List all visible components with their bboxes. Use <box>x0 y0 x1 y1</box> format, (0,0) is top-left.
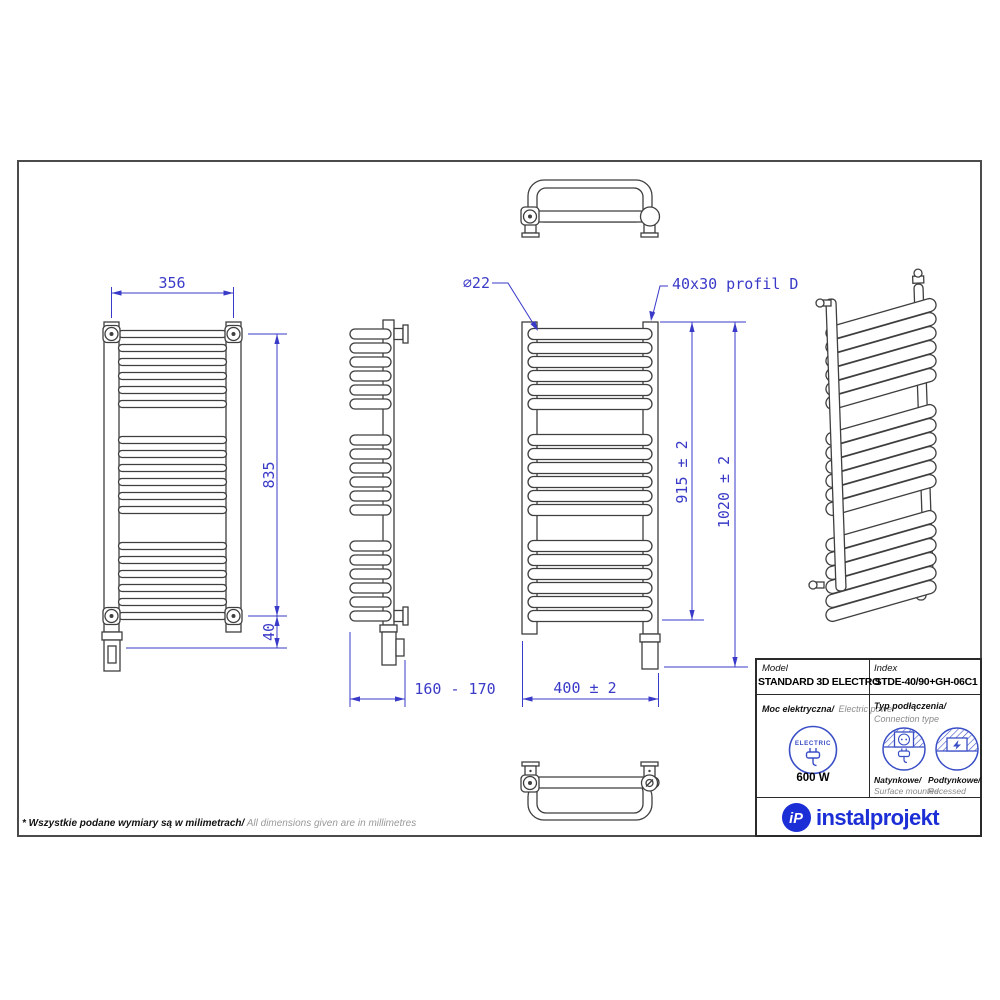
center-front-view <box>522 322 660 669</box>
note-pl: * Wszystkie podane wymiary są w milimetrach/ <box>22 818 245 829</box>
radiator-bar <box>528 555 652 566</box>
radiator-loop-side <box>350 505 391 515</box>
dim-overall-width: 400 ± 2 <box>553 679 617 697</box>
radiator-bar-front <box>119 465 227 472</box>
radiator-bar <box>528 611 652 622</box>
perspective-view <box>809 269 938 623</box>
heating-element <box>380 625 404 665</box>
heating-element <box>102 632 122 671</box>
power-value: 600 W <box>796 772 830 784</box>
radiator-bar <box>528 435 652 446</box>
side-view <box>350 320 408 665</box>
radiator-bar-front <box>119 571 227 578</box>
radiator-loop-side <box>350 329 391 339</box>
table-divider <box>757 797 980 798</box>
note-en: All dimensions given are in millimetres <box>246 818 417 829</box>
radiator-bar <box>528 491 652 502</box>
radiator-loop-side <box>350 541 391 551</box>
radiator-loop-side <box>350 343 391 353</box>
index-value: STDE-40/90+GH-06C1 <box>874 676 978 688</box>
radiator-bar <box>528 357 652 368</box>
surface-label-pl: Natynkowe/ <box>874 775 922 785</box>
radiator-bar-front <box>119 359 227 366</box>
info-table <box>755 658 982 837</box>
logo-text: instalprojekt <box>816 804 940 830</box>
recessed-icon <box>934 726 980 772</box>
radiator-bar <box>528 343 652 354</box>
radiator-bar-front <box>119 401 227 408</box>
index-label: Index <box>874 663 898 674</box>
radiator-bar <box>528 597 652 608</box>
radiator-loop-side <box>350 357 391 367</box>
radiator-bar-front <box>119 373 227 380</box>
dim-overall-height: 1020 ± 2 <box>715 455 733 529</box>
mount-bracket <box>103 326 120 343</box>
electric-icon <box>787 724 839 776</box>
wall-bracket <box>809 581 824 589</box>
radiator-bar-front <box>119 437 227 444</box>
model-value: STANDARD 3D ELECTRO <box>758 676 880 688</box>
dim-front-width: 356 <box>158 274 186 292</box>
radiator-bar <box>528 399 652 410</box>
top-view <box>521 180 660 237</box>
radiator-bar <box>528 505 652 516</box>
radiator-bar-front <box>119 585 227 592</box>
radiator-bar <box>528 329 652 340</box>
label-tube-diameter: ∅22 <box>462 274 490 292</box>
radiator-bar-front <box>119 543 227 550</box>
radiator-loop-side <box>350 477 391 487</box>
radiator-loop-side <box>350 463 391 473</box>
radiator-bar-front <box>119 493 227 500</box>
mount-bracket <box>225 326 242 343</box>
dim-side-depth: 160 - 170 <box>414 680 496 698</box>
radiator-bar-front <box>119 507 227 514</box>
model-label: Model <box>762 663 788 674</box>
recessed-label <box>928 774 980 796</box>
radiator-loop-side <box>350 385 391 395</box>
radiator-loop-side <box>350 555 391 565</box>
mount-bracket <box>103 608 120 625</box>
radiator-bar-front <box>119 599 227 606</box>
wall-bracket <box>816 299 831 307</box>
recessed-label-en: Recessed <box>928 786 966 796</box>
radiator-loop-side <box>350 583 391 593</box>
radiator-bar <box>528 541 652 552</box>
front-view <box>102 322 242 671</box>
connection-label <box>874 699 946 725</box>
recessed-label-pl: Podtynkowe/ <box>928 775 981 785</box>
logo-icon <box>781 802 812 833</box>
radiator-bar-front <box>119 345 227 352</box>
radiator-loop-side <box>350 569 391 579</box>
radiator-bar <box>528 583 652 594</box>
dim-front-mount-height: 835 <box>260 461 278 489</box>
radiator-bar-front <box>119 331 227 338</box>
dim-front-bottom-offset: 40 <box>260 622 278 642</box>
surface-label-en: Surface mounted <box>874 786 939 796</box>
heating-element <box>640 634 660 669</box>
dim-mount-height: 915 ± 2 <box>673 440 691 504</box>
bottom-view <box>521 762 659 820</box>
radiator-loop-side <box>350 597 391 607</box>
logo-monogram: iP <box>789 810 803 827</box>
radiator-loop-side <box>350 611 391 621</box>
mount-bracket <box>225 608 242 625</box>
wall-peg <box>394 607 408 625</box>
radiator-bar <box>528 449 652 460</box>
radiator-bar-front <box>119 387 227 394</box>
label-profile: 40x30 profil D <box>672 275 799 293</box>
surface-mounted-icon <box>881 726 927 772</box>
electric-badge-text: ELECTRIC <box>794 740 832 747</box>
radiator-loop-side <box>350 371 391 381</box>
radiator-bar <box>528 371 652 382</box>
radiator-bar <box>528 385 652 396</box>
table-divider <box>757 694 980 695</box>
power-label-pl: Moc elektryczna/ <box>762 704 835 714</box>
radiator-bar-front <box>119 479 227 486</box>
radiator-bar <box>528 463 652 474</box>
radiator-loop-side <box>350 449 391 459</box>
power-label-en: Electric power <box>838 704 896 714</box>
radiator-loop-side <box>350 491 391 501</box>
radiator-bar-front <box>119 557 227 564</box>
brand-logo <box>781 802 939 833</box>
radiator-bar <box>528 569 652 580</box>
radiator-bar <box>528 477 652 488</box>
connection-label-en: Connection type <box>874 714 940 724</box>
dimension-note <box>22 818 416 829</box>
connection-label-pl: Typ podłączenia/ <box>874 701 947 711</box>
radiator-loop-side <box>350 399 391 409</box>
radiator-bar-front <box>119 451 227 458</box>
wall-peg <box>394 325 408 343</box>
plug-icon <box>807 748 820 766</box>
radiator-bar-front <box>119 613 227 620</box>
radiator-loop-side <box>350 435 391 445</box>
